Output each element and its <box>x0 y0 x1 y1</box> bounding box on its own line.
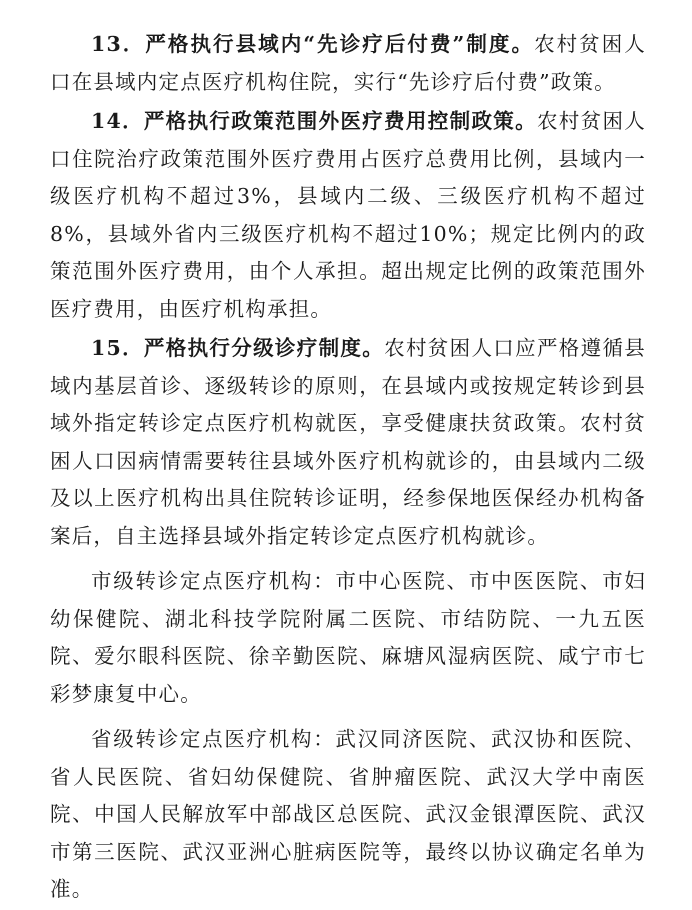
paragraph-14-body: 农村贫困人口住院治疗政策范围外医疗费用占医疗总费用比例，县域内一级医疗机构不超过3%，县域内二级、三级医疗机构不超过8%，县域外省内三级医疗机构不超过10%；规定比例内的政策范围外医疗费用，由个人承担。超出规定比例的政策范围外医疗费用，由医疗机构承担。 <box>50 109 646 321</box>
paragraph-13-heading: 13．严格执行县域内“先诊疗后付费”制度。 <box>91 32 535 56</box>
paragraph-13-body: 农村贫困人口在县域内定点医疗机构住院，实行“先诊疗后付费”政策。 <box>50 32 647 94</box>
document-page <box>50 26 646 909</box>
paragraph-13 <box>50 26 646 101</box>
paragraph-15 <box>50 330 646 555</box>
paragraph-15-heading: 15．严格执行分级诊疗制度。 <box>91 336 385 360</box>
city-hospitals-text: 市级转诊定点医疗机构：市中心医院、市中医医院、市妇幼保健院、湖北科技学院附属二医院、市结防院、一九五医院、爱尔眼科医院、徐辛勤医院、麻塘风湿病医院、咸宁市七彩梦康复中心。 <box>50 569 646 706</box>
paragraph-province-hospitals <box>50 721 646 909</box>
paragraph-city-hospitals <box>50 563 646 713</box>
paragraph-14-heading: 14．严格执行政策范围外医疗费用控制政策。 <box>91 109 537 133</box>
paragraph-14 <box>50 103 646 328</box>
province-hospitals-text: 省级转诊定点医疗机构：武汉同济医院、武汉协和医院、省人民医院、省妇幼保健院、省肿瘤医院、武汉大学中南医院、中国人民解放军中部战区总医院、武汉金银潭医院、武汉市第三医院、武汉亚洲心脏病医院等，最终以协议确定名单为准。 <box>50 727 646 901</box>
paragraph-15-body: 农村贫困人口应严格遵循县域内基层首诊、逐级转诊的原则，在县域内或按规定转诊到县域外指定转诊定点医疗机构就医，享受健康扶贫政策。农村贫困人口因病情需要转往县域外医疗机构就诊的，由县域内二级及以上医疗机构出具住院转诊证明，经参保地医保经办机构备案后，自主选择县域外指定转诊定点医疗机构就诊。 <box>50 336 647 548</box>
